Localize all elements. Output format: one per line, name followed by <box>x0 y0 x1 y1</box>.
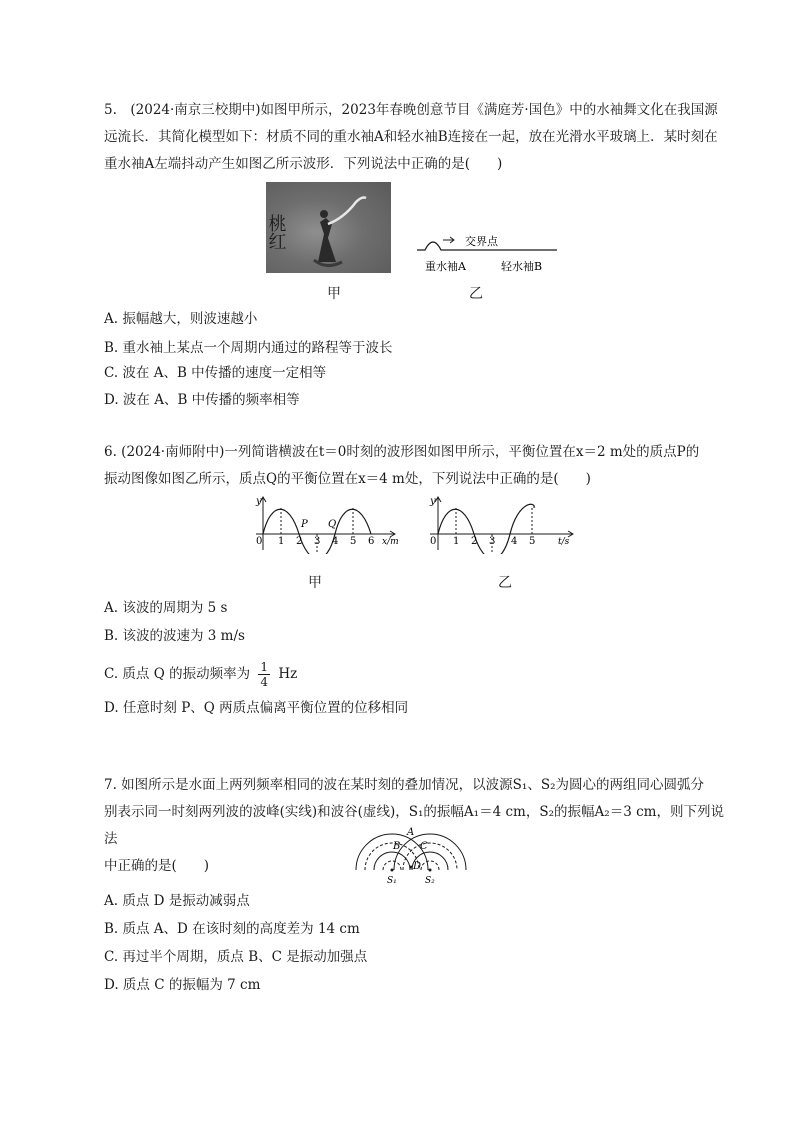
heavy-sleeve-label: 重水袖A <box>425 260 466 273</box>
q7-line-3: 中正确的是( ) <box>104 858 210 874</box>
q5-caption-b: 乙 <box>469 286 483 302</box>
q6-line-1: 6. (2024·南师附中)一列简谐横波在t＝0时刻的波形图如图甲所示，平衡位置在x＝2 m处的质点P的 <box>104 444 700 460</box>
fraction-denominator: 4 <box>260 675 269 689</box>
graph-a-tick-2: 2 <box>296 536 303 547</box>
q5-option-a: A. 振幅越大，则波速越小 <box>104 311 258 327</box>
q6-option-b: B. 该波的波速为 3 m/s <box>104 628 245 644</box>
graph-a-tick-3: 3 <box>314 536 321 547</box>
q6-option-c-text: C. 质点 Q 的振动频率为 <box>104 666 251 682</box>
q6-option-c <box>104 654 297 694</box>
q6-option-c-unit: Hz <box>278 666 298 682</box>
q6-caption-a: 甲 <box>308 575 322 591</box>
q7-line-1: 7. 如图所示是水面上两列频率相同的波在某时刻的叠加情况，以波源S₁、S₂为圆心的两组同心圆弧分 <box>104 777 704 793</box>
q7-option-b: B. 质点 A、D 在该时刻的高度差为 14 cm <box>104 921 360 937</box>
point-q-label: Q <box>328 519 337 530</box>
sleeve-wave-diagram <box>415 228 565 278</box>
fraction-one-quarter <box>258 660 270 689</box>
q7-option-a: A. 质点 D 是振动减弱点 <box>104 893 250 909</box>
source-s1-label: S₁ <box>387 876 397 886</box>
graph-b-x-label: t/s <box>558 537 570 547</box>
question-6-stem <box>104 439 724 493</box>
graph-a-tick-4: 4 <box>332 536 339 547</box>
q5-option-c: C. 波在 A、B 中传播的速度一定相等 <box>104 365 327 381</box>
q6-option-a: A. 该波的周期为 5 s <box>104 600 228 616</box>
point-a-label: A <box>407 827 415 838</box>
graph-b-tick-5: 5 <box>529 536 536 547</box>
interference-diagram <box>352 826 468 888</box>
q5-caption-a: 甲 <box>327 286 341 302</box>
boundary-label: 交界点 <box>465 235 498 248</box>
graph-a-tick-1: 1 <box>278 536 285 547</box>
graph-a-tick-6: 6 <box>368 536 375 547</box>
graph-b-tick-4: 4 <box>511 536 518 547</box>
point-c-label: C <box>420 841 428 852</box>
graph-b-tick-1: 1 <box>453 536 460 547</box>
q7-line-2: 别表示同一时刻两列波的波峰(实线)和波谷(虚线)，S₁的振幅A₁＝4 cm，S₂的振幅A₂＝3 cm，则下列说法 <box>104 804 724 847</box>
point-b-label: B <box>393 841 401 852</box>
q7-option-d: D. 质点 C 的振幅为 7 cm <box>104 977 261 993</box>
sleeve-dance-figure-icon <box>266 182 391 273</box>
graph-a-tick-5: 5 <box>350 536 357 547</box>
wave-graph-a <box>244 494 404 554</box>
q7-option-c: C. 再过半个周期，质点 B、C 是振动加强点 <box>104 949 368 965</box>
graph-b-y-label: y <box>430 496 436 507</box>
q5-option-d: D. 波在 A、B 中传播的频率相等 <box>104 392 300 408</box>
point-d-label: D <box>413 861 422 872</box>
q5-line-1: 5. (2024·南京三校期中)如图甲所示，2023年春晚创意节目《满庭芳·国色》中的水袖舞文化在我国源 <box>104 102 718 118</box>
sleeve-dance-photo <box>266 182 391 273</box>
question-5-stem <box>104 97 724 178</box>
graph-b-origin: 0 <box>430 536 437 547</box>
q6-line-2: 振动图像如图乙所示，质点Q的平衡位置在x＝4 m处，下列说法中正确的是( ) <box>104 471 591 487</box>
fraction-numerator: 1 <box>260 660 269 674</box>
q5-option-b: B. 重水袖上某点一个周期内通过的路程等于波长 <box>104 340 393 356</box>
graph-b-tick-2: 2 <box>471 536 478 547</box>
graph-a-x-label: x/m <box>382 537 399 547</box>
q5-line-2: 远流长．其简化模型如下：材质不同的重水袖A和轻水袖B连接在一起，放在光滑水平玻璃上．某时刻在 <box>104 129 718 145</box>
source-s2-label: S₂ <box>425 876 435 886</box>
photo-calligraphy: 桃红 <box>266 214 287 250</box>
q5-line-3: 重水袖A左端抖动产生如图乙所示波形．下列说法中正确的是( ) <box>104 156 503 172</box>
point-p-label: P <box>301 519 308 530</box>
q6-caption-b: 乙 <box>498 575 512 591</box>
graph-a-origin: 0 <box>256 536 263 547</box>
light-sleeve-label: 轻水袖B <box>501 260 543 273</box>
graph-b-tick-3: 3 <box>489 536 496 547</box>
graph-a-y-label: y <box>256 496 262 507</box>
q6-option-d: D. 任意时刻 P、Q 两质点偏离平衡位置的位移相同 <box>104 700 409 716</box>
vibration-graph-b <box>422 494 582 554</box>
